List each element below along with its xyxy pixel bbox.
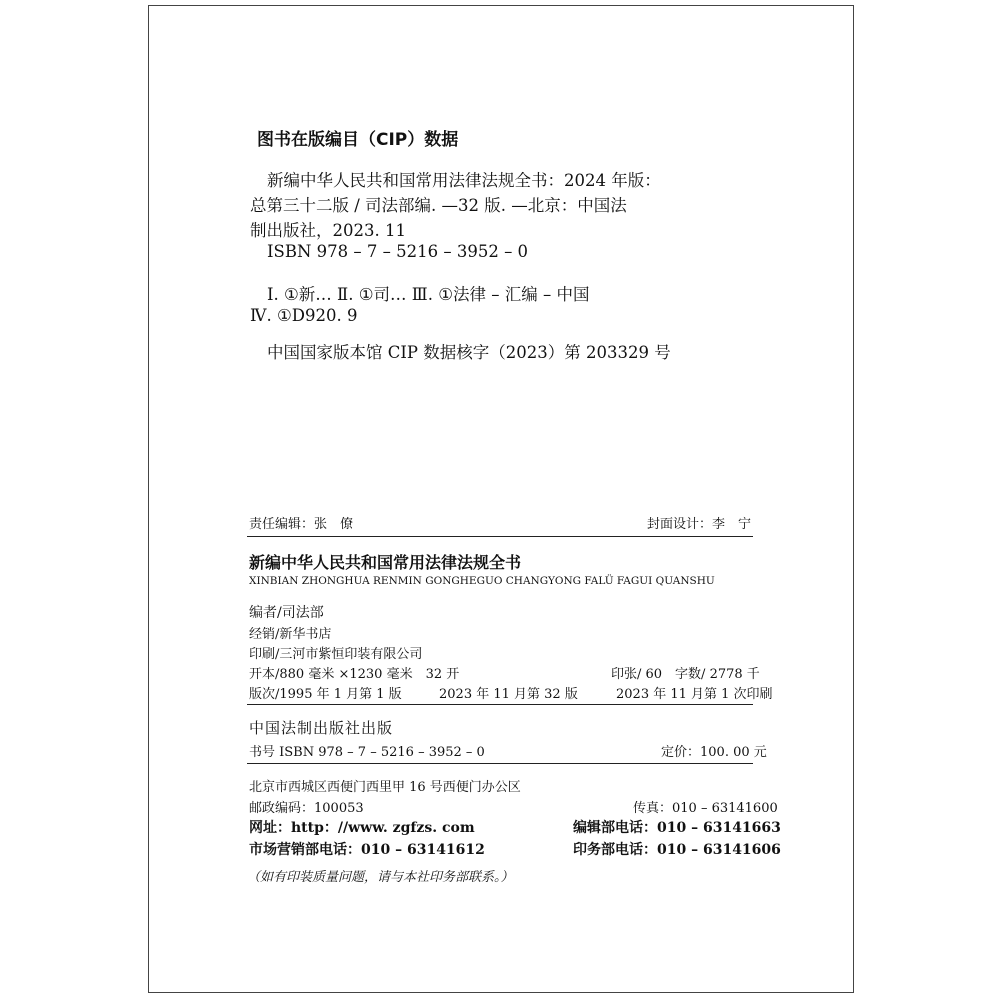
book-number: 书号 ISBN 978 – 7 – 5216 – 3952 – 0 (249, 745, 485, 760)
publisher-name: 中国法制出版社出版 (249, 719, 394, 737)
copyright-page (148, 5, 854, 993)
book-title: 新编中华人民共和国常用法律法规全书 (249, 553, 522, 572)
printer: 印刷/三河市紫恒印装有限公司 (249, 647, 423, 662)
author: 编者/司法部 (249, 605, 324, 621)
format: 开本/880 毫米 ×1230 毫米 32 开 (249, 667, 460, 682)
sheets-and-wordcount: 印张/ 60 字数/ 2778 千 (611, 667, 760, 682)
cip-line-3: 制出版社，2023. 11 (250, 221, 406, 240)
divider (247, 763, 753, 764)
book-title-pinyin: XINBIAN ZHONGHUA RENMIN GONGHEGUO CHANGYONG FALÜ FAGUI QUANSHU (249, 575, 715, 587)
first-edition: 版次/1995 年 1 月第 1 版 (249, 687, 402, 702)
distributor: 经销/新华书店 (249, 627, 332, 642)
address: 北京市西城区西便门西里甲 16 号西便门办公区 (249, 780, 521, 795)
fax: 传真：010 – 63141600 (633, 801, 778, 816)
cip-verification: 中国国家版本馆 CIP 数据核字（2023）第 203329 号 (267, 343, 671, 362)
current-edition: 2023 年 11 月第 32 版 (439, 687, 578, 702)
marketing-phone: 市场营销部电话：010 – 63141612 (249, 842, 485, 858)
cip-line-1: 新编中华人民共和国常用法律法规全书：2024 年版： (267, 171, 661, 190)
website: 网址：http：//www. zgfzs. com (249, 820, 475, 836)
print-dept-phone: 印务部电话：010 – 63141606 (573, 842, 781, 858)
divider (247, 536, 753, 537)
cip-heading: 图书在版编目（CIP）数据 (257, 130, 459, 150)
cover-designer: 封面设计：李 宁 (647, 517, 752, 532)
cip-classification-2: Ⅳ. ①D920. 9 (250, 306, 358, 325)
print-run: 2023 年 11 月第 1 次印刷 (616, 687, 773, 702)
quality-note: （如有印装质量问题，请与本社印务部联系。） (247, 870, 514, 885)
responsible-editor: 责任编辑：张 僚 (249, 517, 354, 532)
divider (247, 704, 753, 705)
price: 定价：100. 00 元 (661, 745, 767, 760)
editorial-phone: 编辑部电话：010 – 63141663 (573, 820, 781, 836)
cip-classification-1: Ⅰ. ①新… Ⅱ. ①司… Ⅲ. ①法律 – 汇编 – 中国 (267, 285, 590, 304)
cip-isbn: ISBN 978 – 7 – 5216 – 3952 – 0 (267, 242, 529, 261)
cip-line-2: 总第三十二版 / 司法部编. —32 版. —北京：中国法 (250, 196, 627, 215)
postcode: 邮政编码：100053 (249, 801, 364, 816)
